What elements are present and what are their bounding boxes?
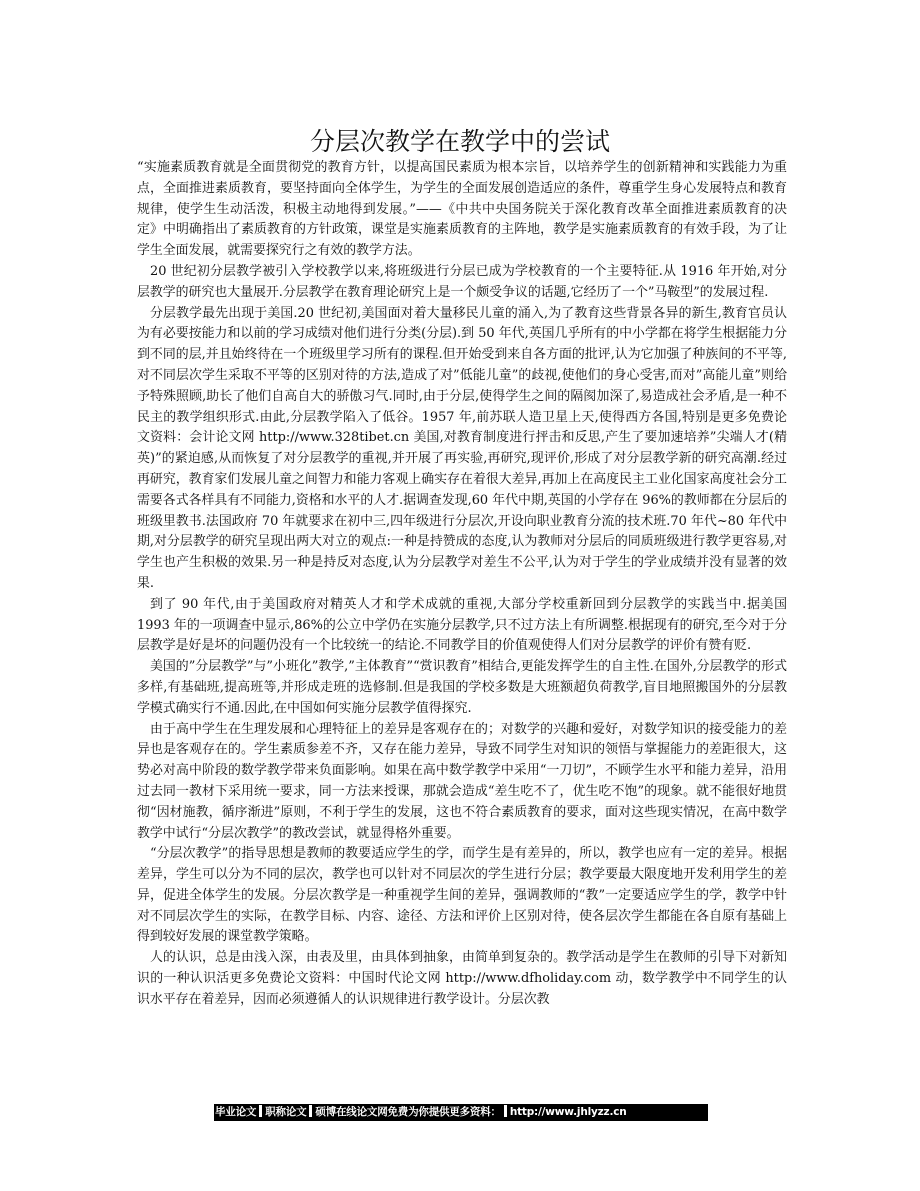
footer-url-link[interactable]: http://www.jhlyzz.cn bbox=[509, 1106, 627, 1118]
paragraph-1: “实施素质教育就是全面贯彻党的教育方针，以提高国民素质为根本宗旨，以培养学生的创新精神和实践能力为重点，全面推进素质教育，要坚持面向全体学生，为学生的全面发展创造适应的条件，尊重学生身心发展特点和教育规律，使学生生动活泼，积极主动地得到发展。”——《中共中央国务院关于深化教育改革全面推进素质教育的决定》中明确指出了素质教育的方针政策，课堂是实施素质教育的主阵地，教学是实施素质教育的有效手段，为了让学生全面发展，就需要探究行之有效的教学方法。 bbox=[137, 160, 787, 259]
footer-banner bbox=[214, 1104, 708, 1121]
footer-promo-text: 硕博在线论文网免费为你提供更多资料： bbox=[315, 1106, 501, 1118]
footer-link-professional-thesis[interactable]: 职称论文 bbox=[265, 1106, 307, 1118]
paragraph-4: 到了 90 年代,由于美国政府对精英人才和学术成就的重视,大部分学校重新回到分层教学的实践当中.据美国 1993 年的一项调查中显示,86%的公立中学仍在实施分层教学,只不过方法上有所调整.根据现有的研究,至今对于分层教学是好是坏的问题仍没有一个比较统一的结论.不同教学目的价值观使得人们对分层教学的评价有赞有贬. bbox=[137, 596, 787, 654]
paragraph-5: 美国的”分层教学”与”小班化”教学,”主体教育”“赏识教育”相结合,更能发挥学生的自主性.在国外,分层教学的形式多样,有基础班,提高班等,并形成走班的选修制.但是我国的学校多数是大班额超负荷教学,盲目地照搬国外的分层教学模式确实行不通.因此,在中国如何实施分层教学值得探究. bbox=[137, 659, 787, 716]
footer-link-graduation-thesis[interactable]: 毕业论文 bbox=[215, 1106, 257, 1118]
footer-separator bbox=[309, 1105, 312, 1117]
paragraph-7: “分层次教学”的指导思想是教师的教要适应学生的学，而学生是有差异的，所以，教学也应有一定的差异。根据差异，学生可以分为不同的层次，教学也可以针对不同层次的学生进行分层；教学要最大限度地开发利用学生的差异，促进全体学生的发展。分层次教学是一种重视学生间的差异，强调教师的“教”一定要适应学生的学，教学中针对不同层次学生的实际，在教学目标、内容、途径、方法和评价上区别对待，使各层次学生都能在各自原有基础上得到较好发展的课堂教学策略。 bbox=[137, 846, 787, 945]
document-title: 分层次教学在教学中的尝试 bbox=[309, 127, 610, 156]
footer-separator bbox=[504, 1105, 507, 1117]
paragraph-8: 人的认识，总是由浅入深，由表及里，由具体到抽象，由简单到复杂的。教学活动是学生在教师的引导下对新知识的一种认识活更多免费论文资料：中国时代论文网 http://www.dfholiday.com 动，数学教学中不同学生的认识水平存在着差异，因而必须遵循人的认识规律进行教学设计。分层次教 bbox=[137, 950, 787, 1007]
paragraph-6: 由于高中学生在生理发展和心理特征上的差异是客观存在的；对数学的兴趣和爱好，对数学知识的接受能力的差异也是客观存在的。学生素质参差不齐，又存在能力差异，导致不同学生对知识的领悟与掌握能力的差距很大，这势必对高中阶段的数学教学带来负面影响。如果在高中数学教学中采用“一刀切”，不顾学生水平和能力差异，沿用过去同一教材下采用统一要求，同一方法来授课，那就会造成“差生吃不了，优生吃不饱”的现象。就不能很好地贯彻“因材施教，循序渐进”原则，不利于学生的发展，这也不符合素质教育的要求，面对这些现实情况，在高中数学教学中试行“分层次教学”的教改尝试，就显得格外重要。 bbox=[137, 721, 787, 841]
document-body bbox=[137, 158, 787, 1011]
paragraph-2: 20 世纪初分层教学被引入学校教学以来,将班级进行分层已成为学校教育的一个主要特征.从 1916 年开始,对分层教学的研究也大量展开.分层教学在教育理论研究上是一个颇受争议的话题,它经历了一个”马鞍型”的发展过程. bbox=[137, 263, 787, 300]
paragraph-3: 分层教学最先出现于美国.20 世纪初,美国面对着大量移民儿童的涌入,为了教育这些背景各异的新生,教育官员认为有必要按能力和以前的学习成绩对他们进行分类(分层).到 50 年代,英国几乎所有的中小学都在将学生根据能力分到不同的层,并且始终待在一个班级里学习所有的课程.但开始受到来自各方面的批评,认为它加强了种族间的不平等,对不同层次学生采取不平等的区别对待的方法,造成了对”低能儿童”的歧视,使他们的身心受害,而对”高能儿童”则给予特殊照顾,助长了他们自高自大的骄傲习气.同时,由于分层,使得学生之间的隔阂加深了,易造成社会矛盾,是一种不民主的教学组织形式.由此,分层教学陷入了低谷。1957 年,前苏联人造卫星上天,使得西方各国,特别是更多免费论文资料：会计论文网 http://www.328tibet.cn 美国,对教育制度进行抨击和反思,产生了要加速培养”尖端人才(精英)”的紧迫感,从而恢复了对分层教学的重视,并开展了再实验,再研究,现评价,形成了对分层教学新的研究高潮.经过再研究，教育家们发展儿童之间智力和能力客观上确实存在着很大差异,再加上在高度民主工业化国家高度社会分工需要各式各样具有不同能力,资格和水平的人才.据调查发现,60 年代中期,英国的小学存在 96%的教师都在分层后的班级里教书.法国政府 70 年就要求在初中三,四年级进行分层次,开设向职业教育分流的技术班.70 年代~80 年代中期,对分层教学的研究呈现出两大对立的观点:一种是持赞成的态度,认为教师对分层后的同质班级进行教学更容易,对学生也产生积极的效果.另一种是持反对态度,认为分层教学对差生不公平,认为对于学生的学业成绩并没有显著的效果. bbox=[137, 305, 787, 591]
footer-separator bbox=[259, 1105, 262, 1117]
